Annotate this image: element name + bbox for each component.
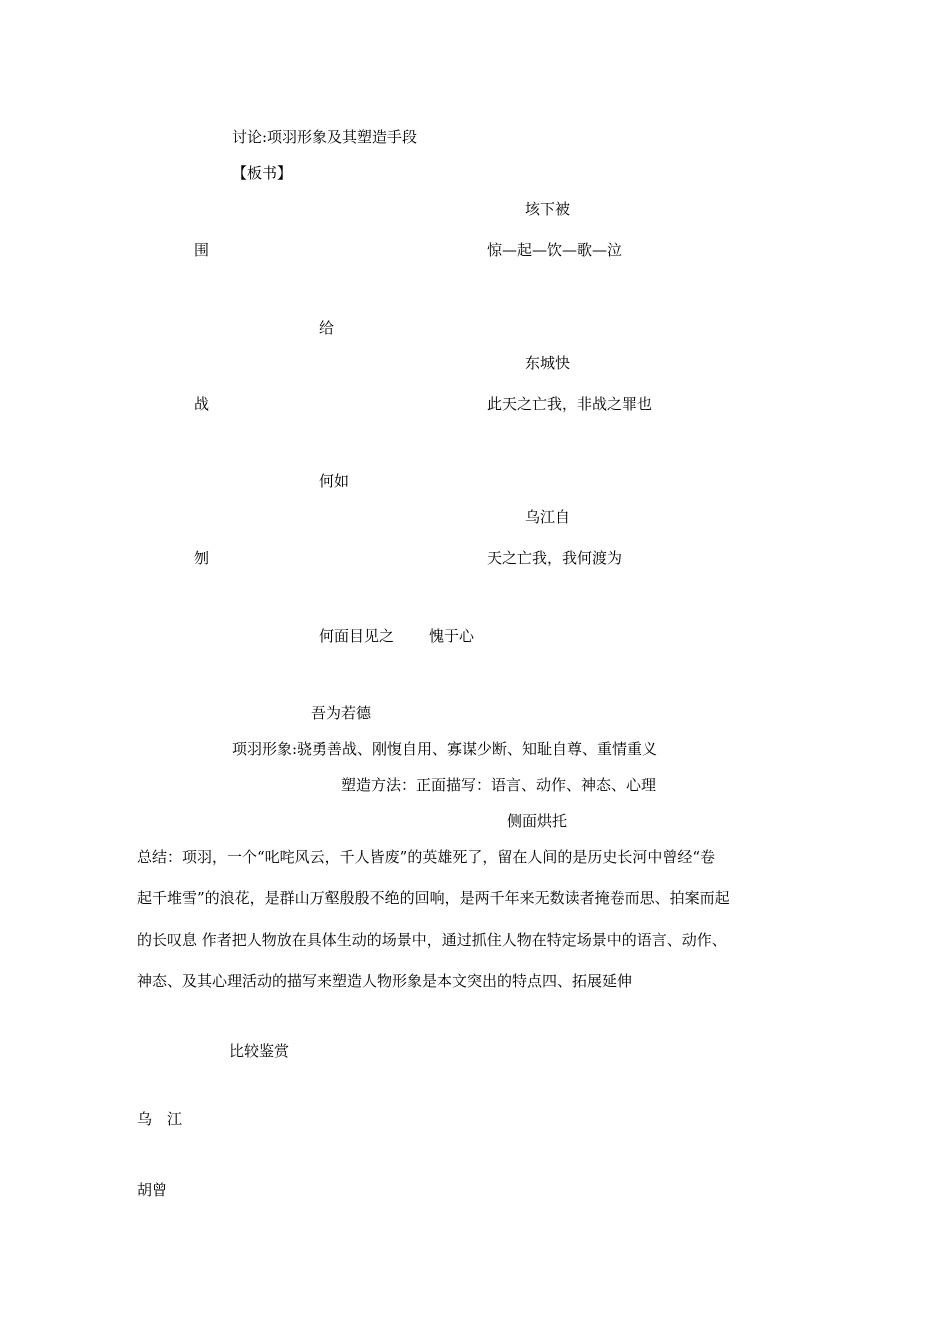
diagram-middle-heru: 何如 [319,472,350,490]
summary-line: 总结：项羽，一个“叱咤风云，千人皆废”的英雄死了，留在人间的是历史长河中曾经“卷 [137,848,716,866]
discussion-title: 讨论:项羽形象及其塑造手段 [232,128,418,146]
poem-title: 乌 江 [137,1110,183,1128]
summary-line: 神态、及其心理活动的描写来塑造人物形象是本文突出的特点四、拓展延伸 [137,972,633,990]
method-line: 塑造方法：正面描写：语言、动作、神态、心理 [341,776,657,794]
scene-wujiang-quote: 天之亡我，我何渡为 [487,549,623,567]
diagram-middle-gei: 给 [319,319,335,337]
diagram-middle-hemianmu: 何面目见之 [319,627,395,645]
summary-paragraph [137,848,813,998]
scene-wujiang-label: 乌江自 [525,508,571,526]
scene-gaixia-actions: 惊—起—饮—歌—泣 [487,241,623,259]
scene-gaixia-label: 垓下被 [525,200,571,218]
diagram-middle-kuiyuxin: 愧于心 [429,627,475,645]
summary-line: 的长叹息 作者把人物放在具体生动的场景中，通过抓住人物在特定场景中的语言、动作、 [137,931,727,949]
compare-heading: 比较鉴赏 [229,1042,290,1060]
diagram-left-zhan: 战 [194,395,210,413]
diagram-left-wei: 围 [194,241,210,259]
poem-author: 胡曾 [137,1181,168,1199]
diagram-left-wen: 刎 [194,549,210,567]
side-line: 侧面烘托 [507,812,568,830]
board-label: 【板书】 [232,164,293,182]
scene-dongcheng-quote: 此天之亡我，非战之罪也 [487,395,653,413]
scene-dongcheng-label: 东城快 [525,354,571,372]
image-line: 项羽形象:骁勇善战、刚愎自用、寡谋少断、知耻自尊、重情重义 [232,740,658,758]
diagram-middle-wuweiruode: 吾为若德 [311,704,372,722]
summary-line: 起千堆雪”的浪花，是群山万壑殷殷不绝的回响，是两千年来无数读者掩卷而思、拍案而起 [137,889,730,907]
